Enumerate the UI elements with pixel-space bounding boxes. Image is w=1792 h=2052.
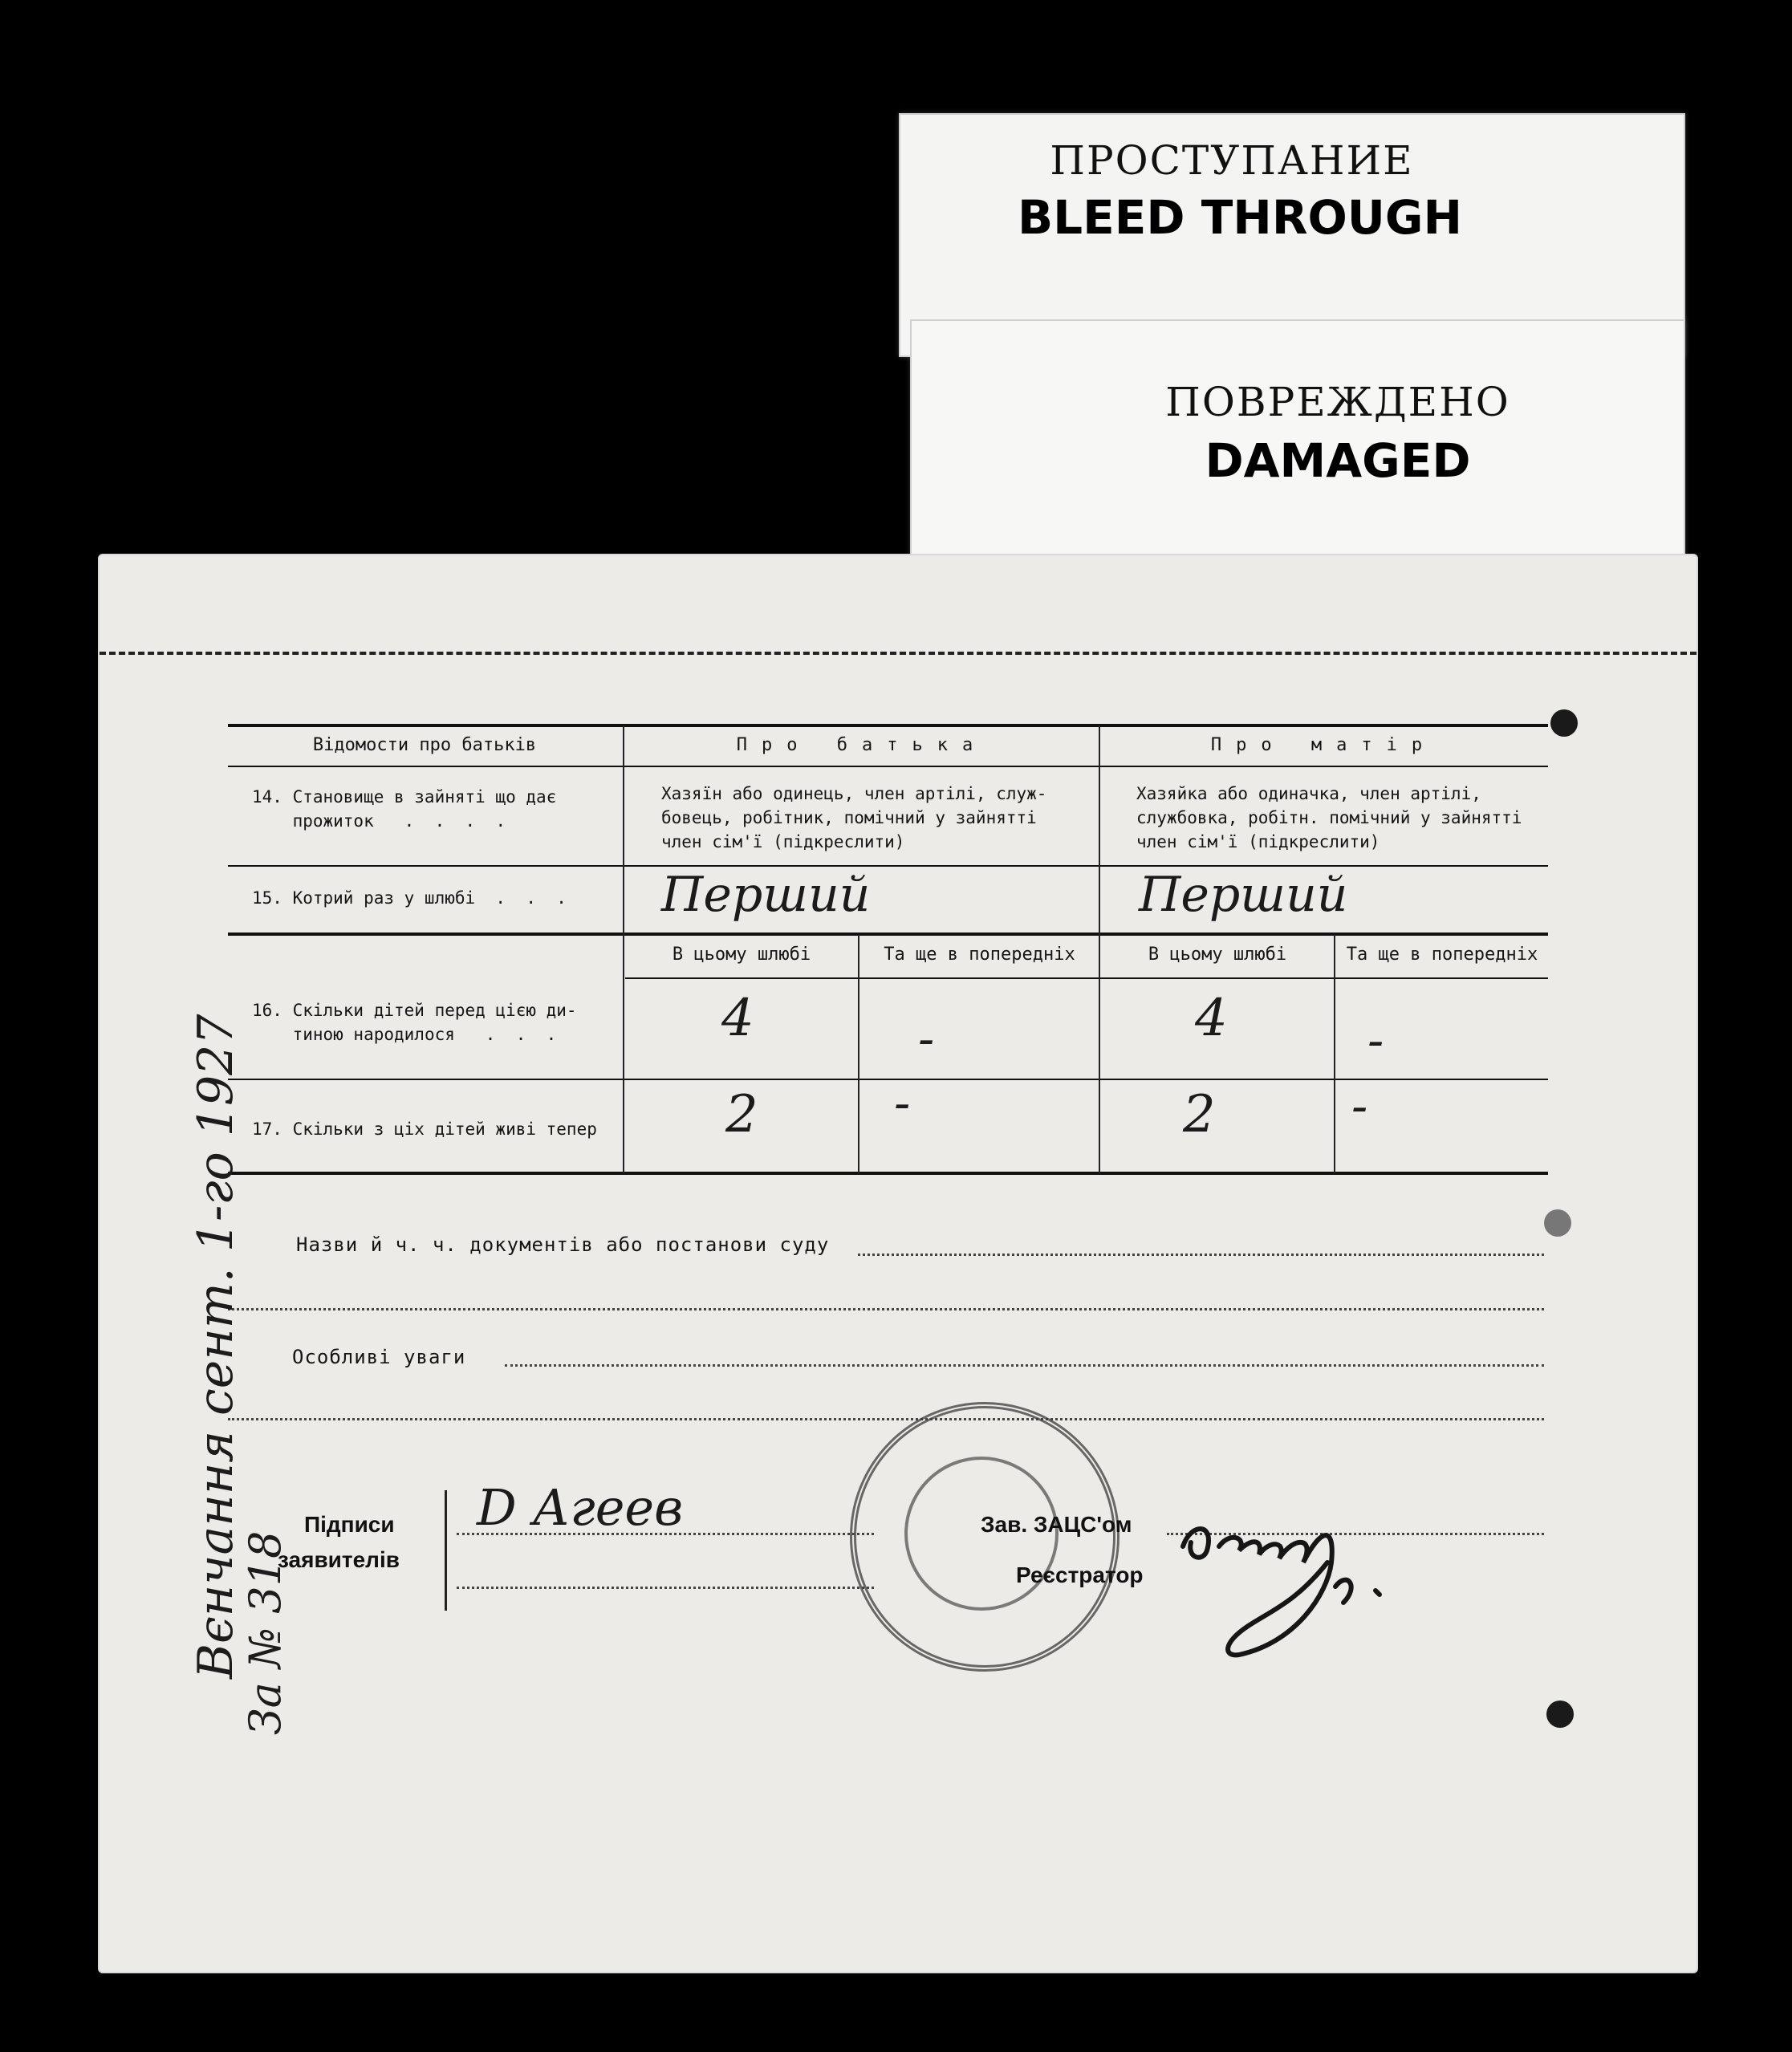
row16-father-prev: - (918, 1011, 935, 1067)
applicants-signature-label-1: Підписи (304, 1512, 395, 1537)
row16-father-this: 4 (721, 989, 754, 1048)
mother-previous-header: Та ще в попередніх (1346, 945, 1538, 965)
subheader-rule (625, 977, 1548, 979)
table-divider (1334, 934, 1335, 1173)
damaged-en-label: DAMAGED (1205, 433, 1471, 488)
row14-mother-text: Хазяйка або одиначка, член артілі, службовка, робітн. помічний у зайнятті член сім'ї (підкреслити) (1136, 784, 1522, 851)
row17-father-prev: - (894, 1075, 911, 1132)
documents-dotted-line (858, 1254, 1544, 1256)
punch-hole (1546, 1701, 1574, 1728)
row14-rule (228, 865, 1548, 867)
registrar-signature (1175, 1514, 1432, 1667)
mother-this-marriage-header: В цьому шлюбі (1148, 945, 1287, 965)
row15-label: 15. Котрий раз у шлюбі . . . (252, 888, 567, 908)
notes-dotted-line-2 (228, 1418, 1544, 1420)
table-bottom-rule (228, 1172, 1548, 1175)
row17-mother-this: 2 (1183, 1085, 1216, 1144)
table-divider (858, 934, 859, 1173)
registration-form-sheet (98, 554, 1698, 1973)
documents-label: Назви й ч. ч. документів або постанови суду (296, 1233, 830, 1256)
row16-label: 16. Скільки дітей перед цією ди- тиною народилося . . . (252, 1001, 577, 1044)
row15-father-value: Перший (661, 867, 871, 923)
row16-mother-this: 4 (1195, 989, 1228, 1048)
row17-father-this: 2 (725, 1085, 758, 1144)
notes-label: Особливі уваги (292, 1346, 466, 1368)
notes-dotted-line (505, 1364, 1544, 1367)
father-previous-header: Та ще в попередніх (884, 945, 1075, 965)
bleed-through-en-label: BLEED THROUGH (1017, 190, 1463, 245)
registrar-label: Реєстратор (1016, 1562, 1144, 1587)
table-top-rule (228, 724, 1548, 727)
applicant-signature-line-2 (457, 1587, 874, 1589)
row15-rule (228, 933, 1548, 936)
applicant-signature: D Агеев (477, 1478, 684, 1537)
bleed-through-ru-label: ПРОСТУПАНИЕ (1050, 137, 1414, 184)
perforation-line (100, 652, 1697, 655)
header-about-mother: Про матір (1210, 735, 1437, 755)
damaged-card (910, 319, 1685, 563)
punch-hole (1550, 709, 1578, 737)
table-divider (1099, 725, 1100, 1173)
table-header-rule (228, 766, 1548, 767)
applicant-signature-line (457, 1533, 874, 1535)
row17-label: 17. Скільки з ціх дітей живі тепер (252, 1119, 597, 1139)
damaged-ru-label: ПОВРЕЖДЕНО (1165, 379, 1510, 425)
signature-bracket (445, 1490, 447, 1611)
row14-father-text: Хазяїн або одинець, член артілі, служ- бовець, робітник, помічний у зайнятті член сім'ї (підкреслити) (661, 784, 1047, 851)
applicants-signature-label-2: заявителів (278, 1547, 400, 1572)
documents-dotted-line-2 (228, 1308, 1544, 1310)
header-parents-info: Відомости про батьків (312, 735, 537, 755)
punch-hole (1544, 1209, 1571, 1237)
row14-label: 14. Становище в зайняті що дає прожиток . . . . (252, 787, 557, 831)
father-this-marriage-header: В цьому шлюбі (672, 945, 811, 965)
row16-mother-prev: - (1367, 1013, 1384, 1069)
table-divider (623, 725, 624, 1173)
row17-mother-prev: - (1351, 1079, 1368, 1135)
row16-rule (228, 1079, 1548, 1080)
margin-note-record-number: За № 318 (240, 1530, 291, 1735)
row15-mother-value: Перший (1139, 867, 1348, 923)
header-about-father: Про батька (736, 735, 988, 755)
head-of-registry-label: Зав. ЗАЦС'ом (981, 1512, 1132, 1537)
margin-note-wedding-date: Вєнчання сент. 1-го 1927 (188, 1014, 244, 1679)
